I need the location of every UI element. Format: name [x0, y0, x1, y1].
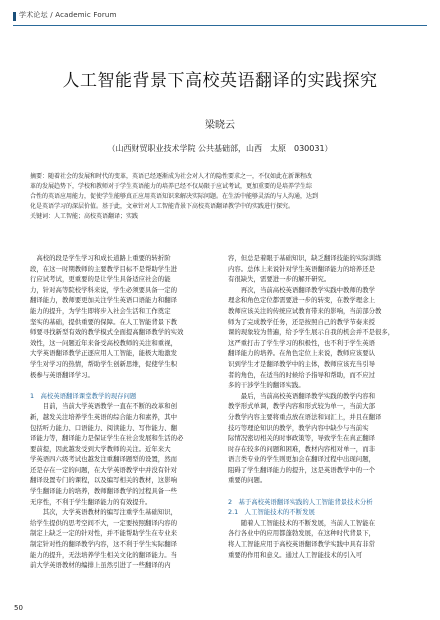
body-line: 包括听力能力、口语能力、阅读能力、写作能力、翻 [30, 423, 177, 432]
body-line: 翻译设置专门的课程，以及编写相关的教材，这影响 [30, 476, 177, 485]
author-name: 梁晓云 [205, 120, 235, 131]
body-line: 这严重打击了学生学习的积极性，也不利于学生英语 [228, 338, 375, 347]
author-affiliation: （山西财贸职业技术学院 公共基础部，山西 太原 030031） [107, 144, 333, 153]
body-line: 际情况密切相关的时事政策等，导致学生在真正翻译 [228, 434, 375, 443]
page-number: 50 [14, 604, 23, 612]
body-line: 有很缺失，需要进一步的解开研究。 [228, 275, 331, 284]
body-line: 阻碍了学生翻译能力的提升，这是英语教学中的一个 [228, 465, 375, 474]
body-line: 将人工智能应用于高校英语翻译教学实践中具有非常 [228, 540, 375, 549]
body-line [228, 486, 413, 497]
body-line: 重要的问题。 [228, 476, 267, 485]
right-column [228, 253, 413, 560]
header-rule [13, 25, 427, 26]
header-text: 学术论坛 / Academic Forum [19, 11, 117, 19]
body-line: 理念和角色定位都需要进一步的转变，在教学理念上 [228, 296, 375, 305]
body-line: 教学形式单调，教学内容和形式较为单一，当前大部 [228, 402, 375, 411]
body-line: 还是存在一定的问题，在大学英语教学中并没有针对 [30, 465, 177, 474]
body-line: 者的角色，在适当的时候给予指导和帮助，而不应过 [228, 370, 375, 379]
body-line: 随着人工智能技术的不断发展，当前人工智能在 [228, 518, 375, 527]
body-line: 语言类专业的学生则更加会在翻译过程中出现问题， [228, 455, 375, 464]
body-line: 各行各业中的应用都蓬勃发展，在这种时代背景下， [228, 529, 375, 538]
abstract-line: 革的发展趋势下，学校和教师对于学生英语能力的培养已经不仅局限于应试考试，更加重要的是培养学生综 [30, 183, 313, 190]
body-line: 翻译能力的培养。在角色定位上来说，教师应该要认 [228, 349, 375, 358]
body-line: 师要寻找新型有效的教学模式全面提高翻译教学的实效 [30, 328, 184, 337]
body-line: 要前提，因此越发受到大学教师的关注。近年来大 [30, 444, 171, 453]
article-title: 人工智能背景下高校英语翻译的实践探究 [62, 71, 378, 91]
body-line [30, 380, 215, 391]
body-line: 翻译能力，教师要更加关注学生英语口语能力和翻译 [30, 296, 177, 305]
body-line: 教师应该关注的传统应试教育带来的影响，当前部分教 [228, 306, 382, 315]
body-line: 分教学内容主要将重点放在语法和词汇上，并且在翻译 [228, 412, 382, 421]
body-line: 学生对学习的热情，帮助学生创新思维，促使学生积 [30, 359, 177, 368]
body-line: 容，但总是着眼于基础知识，缺乏翻译技能的实际训练 [228, 254, 382, 262]
body-line: 最后，当前高校英语翻译教学实践的教学内容和 [228, 391, 375, 400]
body-line: 技巧等理论知识的教学，教学内容中缺少与当前实 [228, 423, 369, 432]
body-line: 译能力等，翻译能力是保证学生在社会发展和生活的必 [30, 434, 184, 443]
body-line: 高校的段是学生学习和成长道路上重要的转折阶 [30, 254, 171, 262]
body-line: 能力的提升，无法培养学生相关文化的翻译能力。当 [30, 550, 177, 559]
journal-header [13, 8, 440, 22]
body-line: 识到学生才是翻译教学中的主体，教师应该充当引导 [228, 359, 375, 368]
body-line: 段，在这一时期教师的主要教学目标不是帮助学生进 [30, 264, 177, 273]
abstract-line: 合性的英语应用能力，促使学生能够真正应用英语知识来解决实际问题。在生活中能够灵活的与人沟通，达到 [30, 193, 319, 200]
body-line: 学英语四六级考试也越发注重翻译题型的设置，然而 [30, 455, 177, 464]
body-line: 制定上缺乏一定的针对性，并不能帮助学生在专业来 [30, 529, 177, 538]
body-line: 制定针对性的翻译教学内容，这不利于学生实际翻译 [30, 540, 177, 549]
section-heading: 1 高校英语翻译课堂教学的现存问题 [30, 391, 137, 400]
body-line: 前大学英语教材的编排上虽然引进了一些翻译的内 [30, 561, 171, 570]
body-line: 效性，这一问题近年来备受高校教师的关注和重视， [30, 338, 177, 347]
section-heading: 2 基于高校英语翻译实践的人工智能背景技术分析 [228, 497, 373, 506]
body-line: 重要的作用和意义。通过人工智能技术的引入可 [228, 550, 363, 559]
body-line: 多的干涉学生的翻译实践。 [228, 381, 305, 390]
body-line: 师为了完成教学任务，还是按照自己的教学节奏来授 [228, 317, 375, 326]
body-line: 给学生提供的思考空间不大，一定要按照翻译内容的 [30, 518, 177, 527]
body-line: 再次，当前高校英语翻译教学实践中教师的教学 [228, 285, 375, 294]
section-heading: 2.1 人工智能技术的不断发展 [228, 508, 315, 517]
body-line: 坚实的基础，提供重要的保障。在人工智能背景下教 [30, 317, 177, 326]
abstract-line: 化是英语学习的深层价值。基于此，文章针对人工智能背景下高校英语翻译教学中的实践进行探究。 [30, 203, 295, 210]
body-line: 目前，当前大学英语教学一直在不断的改革和创 [30, 402, 177, 411]
body-line: 能力的提升，为学生即将步入社会生活和工作奠定 [30, 306, 171, 315]
body-line: 其次，大学英语教材的编写注重学生基础知识， [30, 508, 177, 517]
body-line: 极参与英语翻译学习。 [30, 370, 94, 379]
body-line: 大学英语翻译教学正逐应用人工智能，能极大地激发 [30, 349, 177, 358]
body-line: 时存在较多的问题和困难，教材内容相对单一，而非 [228, 444, 375, 453]
keywords-line: 关键词：人工智能；高校英语翻译；实践 [30, 213, 139, 220]
abstract-block [30, 172, 414, 222]
body-line: 无序性，不利于学生翻译能力的有效提升。 [30, 497, 152, 506]
body-line: 力，针对高等院校学科来说，学生必须要具备一定的 [30, 285, 177, 294]
left-column [30, 253, 215, 571]
body-line: 课的现象较为普遍，给予学生展示自我的机会并不是很多， [228, 328, 395, 337]
abstract-line: 摘要：随着社会的发展和时代的变革，英语已经逐渐成为社会对人才的隐性要求之一，不仅如此在新课程改 [30, 173, 313, 180]
header-accent-bar [13, 12, 16, 21]
body-line: 行应试考试，更重要的是让学生具备适应社会的能 [30, 275, 171, 284]
body-line: 新，越发关注培养学生英语的综合能力和素养，其中 [30, 412, 177, 421]
body-line: 学生翻译能力的培养，教师翻译教学的过程具备一些 [30, 487, 177, 496]
body-line: 内容。总体上来说针对学生英语翻译能力的培养还是 [228, 264, 375, 273]
